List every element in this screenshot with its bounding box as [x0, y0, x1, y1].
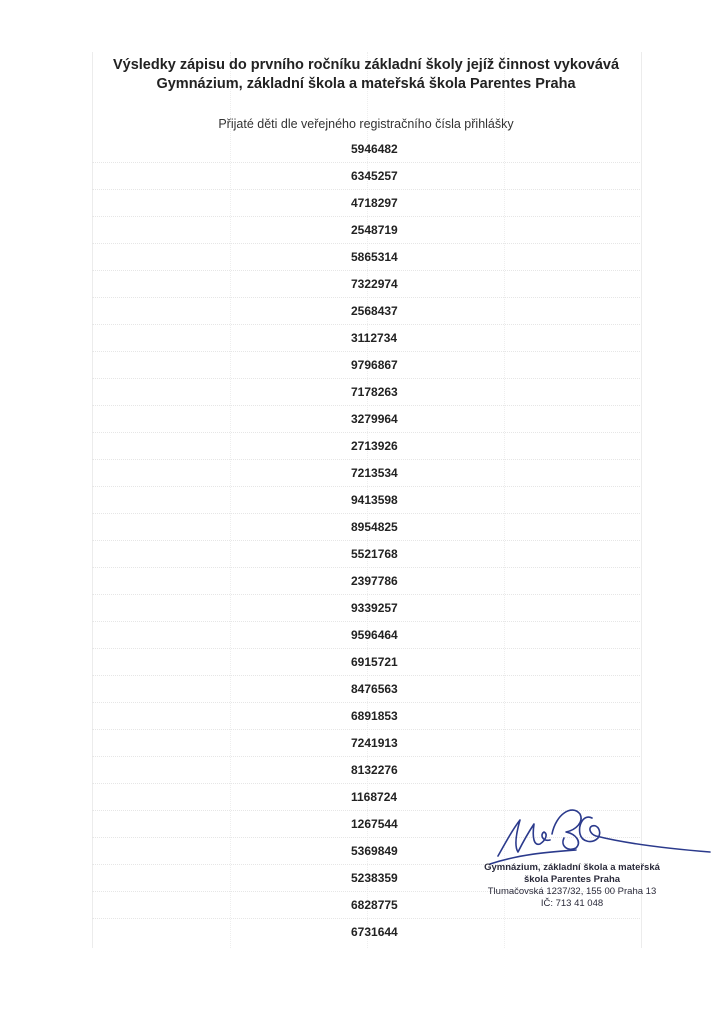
registration-number-row: 8954825 — [92, 514, 640, 541]
registration-number-row: 6891853 — [92, 703, 640, 730]
registration-number-row: 8476563 — [92, 676, 640, 703]
registration-number-row: 7241913 — [92, 730, 640, 757]
list-subtitle: Přijaté děti dle veřejného registračního čísla přihlášky — [218, 117, 514, 131]
registration-number-row: 5521768 — [92, 541, 640, 568]
registration-number-row: 2568437 — [92, 298, 640, 325]
registration-number-row: 9339257 — [92, 595, 640, 622]
registration-number-row: 4718297 — [92, 190, 640, 217]
registration-number-row: 5369849 — [92, 838, 640, 865]
document-title — [92, 56, 640, 94]
school-stamp — [482, 862, 662, 910]
registration-number-row: 5238359 — [92, 865, 640, 892]
stamp-line-2: škola Parentes Praha — [523, 874, 621, 885]
registration-number-row: 5865314 — [92, 244, 640, 271]
registration-number-row: 1168724 — [92, 784, 640, 811]
registration-number-row: 9596464 — [92, 622, 640, 649]
registration-number-row: 7322974 — [92, 271, 640, 298]
registration-number-row: 1267544 — [92, 811, 640, 838]
title-line-1: Výsledky zápisu do prvního ročníku základní školy jejíž činnost vykovává — [112, 57, 620, 73]
registration-number-row: 6915721 — [92, 649, 640, 676]
registration-number-row: 3112734 — [92, 325, 640, 352]
registration-number-row: 2397786 — [92, 568, 640, 595]
registration-number-row: 6345257 — [92, 163, 640, 190]
registration-number-row: 9796867 — [92, 352, 640, 379]
stamp-line-4: IČ: 713 41 048 — [540, 898, 604, 909]
title-line-2: Gymnázium, základní škola a mateřská škola Parentes Praha — [156, 76, 576, 92]
registration-number-row: 7213534 — [92, 460, 640, 487]
registration-number-row: 7178263 — [92, 379, 640, 406]
registration-number-row: 8132276 — [92, 757, 640, 784]
stamp-line-1: Gymnázium, základní škola a mateřská — [484, 862, 660, 873]
registration-number-row: 9413598 — [92, 487, 640, 514]
registration-number-row: 2548719 — [92, 217, 640, 244]
registration-number-row: 5946482 — [92, 136, 640, 163]
registration-number-row: 2713926 — [92, 433, 640, 460]
registration-number-row: 6731644 — [351, 925, 398, 939]
registration-number-row: 3279964 — [92, 406, 640, 433]
stamp-line-3: Tlumačovská 1237/32, 155 00 Praha 13 — [487, 886, 657, 897]
registration-number-row: 6828775 — [92, 892, 640, 919]
